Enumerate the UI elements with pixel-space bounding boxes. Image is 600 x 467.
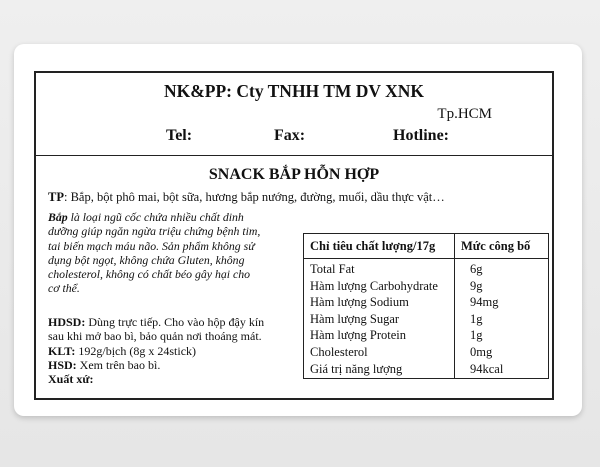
klt-label: KLT: — [48, 343, 76, 358]
nutrient-value: 94mg — [470, 295, 499, 310]
table-header — [304, 234, 548, 259]
nutrient-name: Giá trị năng lượng — [310, 361, 403, 376]
label-frame — [34, 71, 554, 400]
table-row — [304, 262, 548, 279]
hdsd-text-cont: sau khi mở bao bì, bảo quản nơi thoáng mát. — [48, 329, 262, 344]
table-row — [304, 328, 548, 345]
nutrient-value: 1g — [470, 311, 483, 326]
nutrient-name: Hàm lượng Carbohydrate — [310, 278, 438, 293]
table-body — [304, 262, 548, 378]
description-line: dưỡng giúp ngăn ngừa triệu chứng bệnh tim, — [48, 224, 261, 239]
nutrient-name: Hàm lượng Protein — [310, 328, 407, 343]
product-title: SNACK BẮP HỖN HỢP — [208, 166, 380, 183]
ingredients-label: TP — [48, 190, 64, 204]
hotline-label: Hotline: — [393, 127, 449, 144]
label-header — [36, 73, 552, 155]
product-description — [48, 210, 308, 296]
hdsd-label: HDSD: — [48, 315, 86, 329]
city: Tp.HCM — [437, 106, 492, 122]
ingredients-text: : Bắp, bột phô mai, bột sữa, hương bắp nướng, đường, muối, dầu thực vật… — [63, 190, 445, 204]
description-line: tai biến mạch máu não. Sản phẩm không sử — [48, 238, 255, 253]
table-row — [304, 295, 548, 312]
description-line: cơ thể. — [48, 281, 80, 296]
fax-label: Fax: — [274, 127, 306, 144]
product-label-card — [14, 44, 582, 416]
description-line: là loại ngũ cốc chứa nhiều chất dinh — [67, 210, 244, 224]
nutrient-name: Hàm lượng Sugar — [310, 311, 400, 326]
klt-text: 192g/bịch (8g x 24stick) — [75, 343, 197, 358]
nutrition-table — [303, 233, 549, 379]
table-row — [304, 345, 548, 362]
header-indicator: Chỉ tiêu chất lượng/17g — [310, 239, 436, 253]
nutrient-value: 9g — [470, 278, 483, 293]
nutrient-name: Total Fat — [310, 262, 355, 276]
nutrient-value: 1g — [470, 328, 483, 343]
ingredients — [48, 190, 445, 205]
nutrient-value: 0mg — [470, 344, 493, 359]
nutrient-value: 94kcal — [470, 361, 504, 376]
nutrient-value: 6g — [470, 262, 483, 276]
nutrient-name: Cholesterol — [310, 344, 368, 359]
description-lead: Bắp — [48, 210, 68, 224]
nutrient-name: Hàm lượng Sodium — [310, 295, 409, 310]
hsd-label: HSD: — [48, 357, 77, 372]
hdsd-text: Dùng trực tiếp. Cho vào hộp đậy kín — [85, 315, 265, 329]
origin-label: Xuất xứ: — [48, 372, 94, 387]
description-line: cholesterol, không có chất béo gây hại cho — [48, 267, 251, 282]
table-row — [304, 312, 548, 329]
table-row — [304, 362, 548, 379]
company-name: NK&PP: Cty TNHH TM DV XNK — [163, 81, 425, 101]
table-row — [304, 279, 548, 296]
hsd-text: Xem trên bao bì. — [76, 357, 161, 372]
description-line: dụng bột ngọt, không chứa Gluten, không — [48, 252, 245, 267]
tel-label: Tel: — [166, 127, 193, 144]
header-divider — [36, 155, 552, 156]
header-declared-level: Mức công bố — [461, 239, 531, 253]
usage-info — [48, 315, 310, 386]
